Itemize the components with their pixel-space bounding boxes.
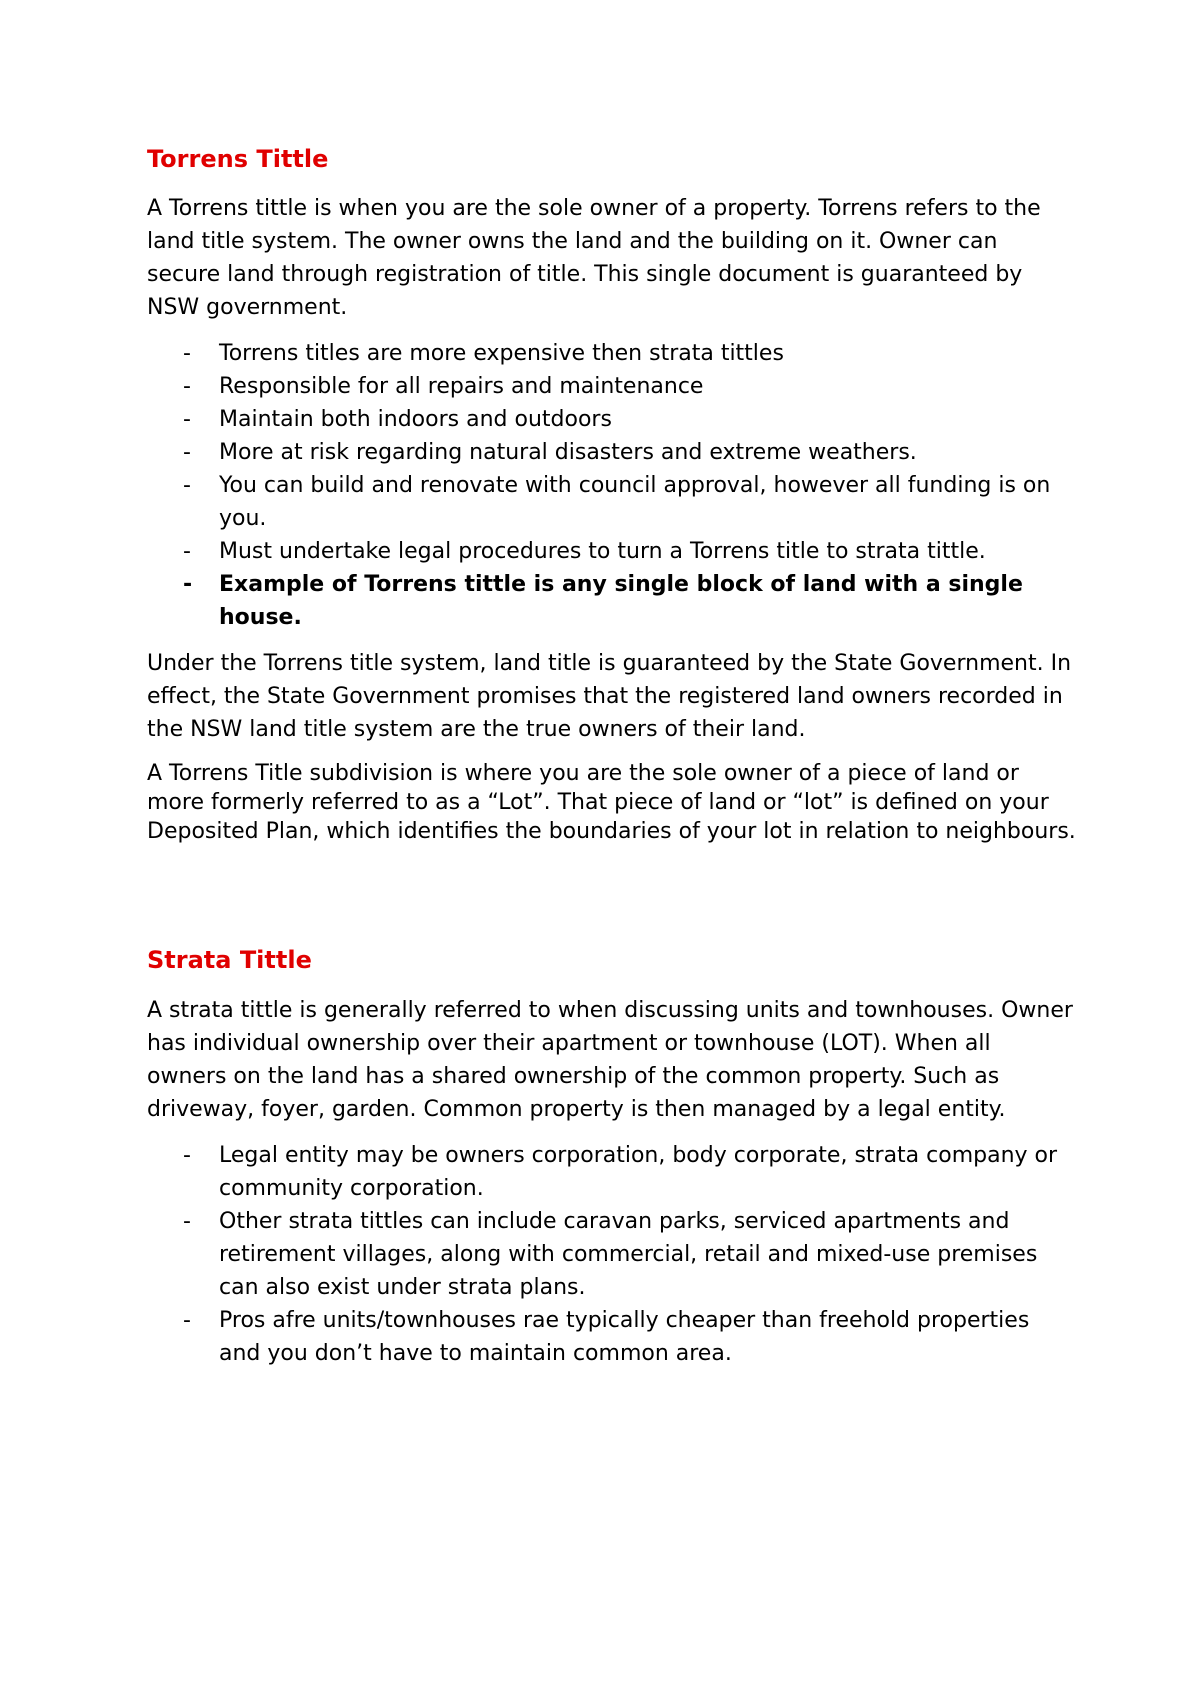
bullet-dash: - [183, 407, 191, 433]
list-item [147, 1304, 1077, 1370]
torrens-section [147, 146, 1080, 846]
list-item-text: Other strata tittles can include caravan parks, serviced apartments and retirement villages, along with commercial, retail and mixed-use premises can also exist under strata plans. [219, 1208, 1038, 1300]
bullet-dash: - [183, 1307, 191, 1333]
list-item-text: Responsible for all repairs and maintenance [219, 374, 704, 400]
list-item [147, 1139, 1077, 1205]
bullet-dash: - [183, 374, 191, 400]
strata-heading: Strata Tittle [147, 946, 312, 975]
list-item-text: Torrens titles are more expensive then strata tittles [219, 341, 784, 367]
list-item [147, 403, 1077, 436]
bullet-dash: - [183, 473, 191, 499]
strata-intro-paragraph: A strata tittle is generally referred to when discussing units and townhouses. Owner has individual ownership over their apartment or townhouse (LOT). When all owners on the land has a shared ownership of the common property. Such as driveway, foyer, garden. Common property is then managed by a legal entity. [147, 997, 1073, 1122]
list-item-text: Pros afre units/townhouses rae typically cheaper than freehold properties and you don’t have to maintain common area. [219, 1307, 1030, 1366]
list-item-example [147, 568, 1077, 634]
list-item [147, 535, 1077, 568]
torrens-bullet-list [147, 337, 1077, 634]
list-item [147, 436, 1077, 469]
torrens-heading: Torrens Tittle [147, 145, 329, 173]
list-item-text: More at risk regarding natural disasters and extreme weathers. [219, 440, 917, 466]
bullet-dash: - [183, 1142, 191, 1168]
list-item-text: Legal entity may be owners corporation, body corporate, strata company or community corporation. [219, 1142, 1058, 1201]
list-item-text: You can build and renovate with council approval, however all funding is on you. [219, 473, 1051, 532]
list-item [147, 337, 1077, 370]
list-item [147, 469, 1077, 535]
list-item-text: Maintain both indoors and outdoors [219, 407, 612, 433]
list-item [147, 370, 1077, 403]
list-item-text: Example of Torrens tittle is any single block of land with a single house. [219, 572, 1023, 631]
torrens-intro-paragraph: A Torrens tittle is when you are the sole owner of a property. Torrens refers to the land title system. The owner owns the land and the building on it. Owner can secure land through registration of title. This single document is guaranteed by NSW government. [147, 196, 1041, 321]
bullet-dash: - [183, 341, 191, 367]
strata-section [147, 947, 1080, 1369]
bullet-dash: - [183, 539, 191, 565]
list-item [147, 1205, 1077, 1304]
bullet-dash: - [183, 1208, 191, 1234]
bullet-dash: - [183, 572, 193, 598]
strata-bullet-list [147, 1139, 1077, 1370]
torrens-subdivision-paragraph: A Torrens Title subdivision is where you are the sole owner of a piece of land or more formerly referred to as a “Lot”. That piece of land or “lot” is defined on your Deposited Plan, which identifies the boundaries of your lot in relation to neighbours. [147, 761, 1076, 845]
torrens-guarantee-paragraph: Under the Torrens title system, land title is guaranteed by the State Government. In effect, the State Government promises that the registered land owners recorded in the NSW land title system are the true owners of their land. [147, 651, 1072, 743]
bullet-dash: - [183, 440, 191, 466]
list-item-text: Must undertake legal procedures to turn a Torrens title to strata tittle. [219, 539, 986, 565]
